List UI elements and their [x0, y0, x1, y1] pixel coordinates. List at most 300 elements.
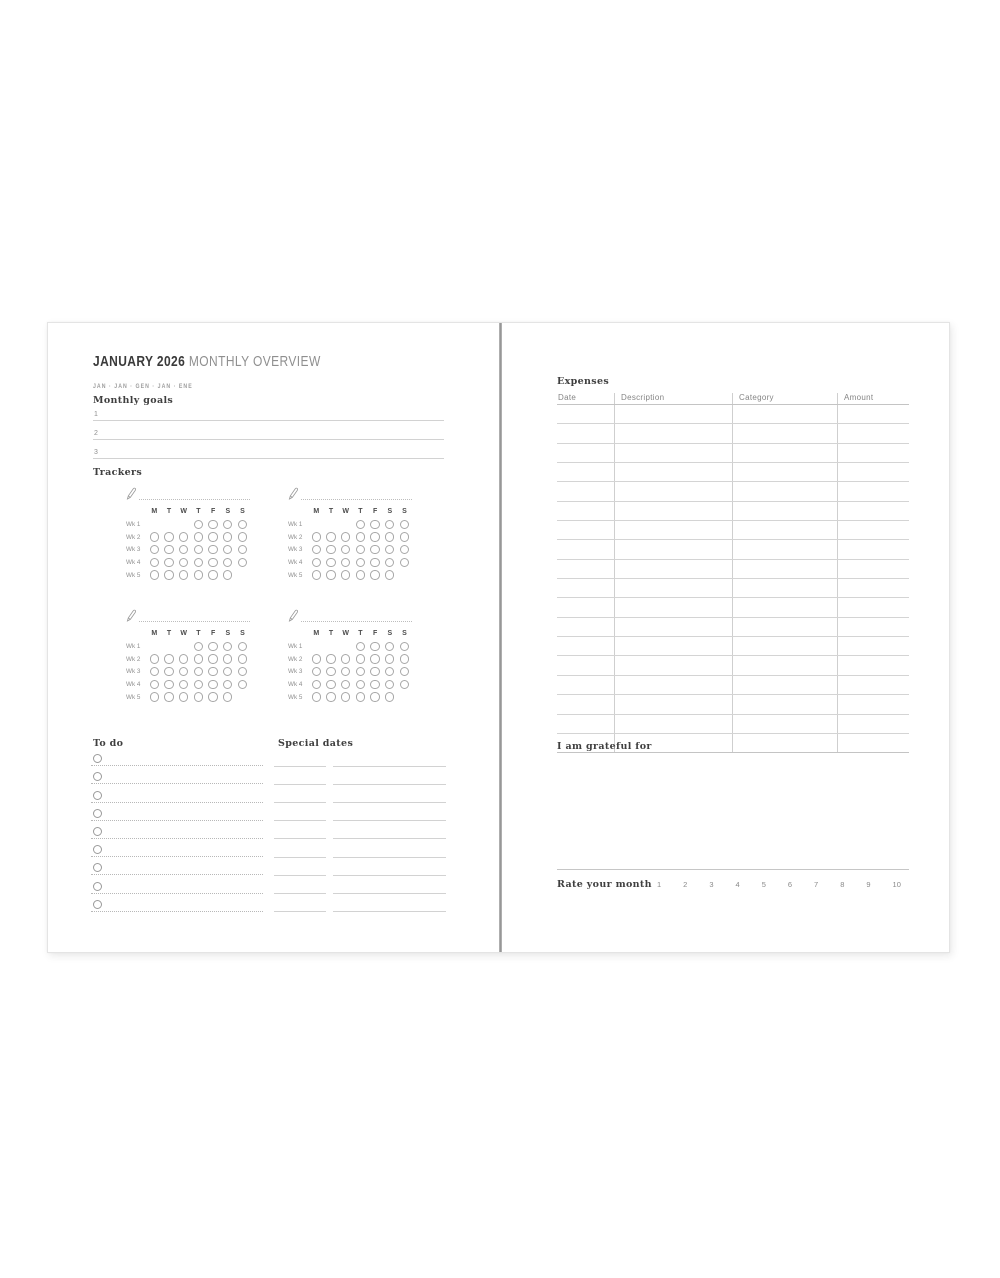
expense-cell — [837, 540, 909, 558]
tracker-circle — [385, 680, 394, 689]
tracker-cell — [176, 678, 191, 691]
monthly-goals-lines — [93, 402, 444, 459]
expense-row — [557, 695, 909, 714]
day-header: S — [402, 508, 407, 515]
expense-cell — [732, 695, 837, 713]
tracker-cell — [206, 665, 221, 678]
tracker-cell — [191, 678, 206, 691]
tracker-cell — [324, 640, 339, 653]
todo-label: To do — [93, 738, 124, 749]
goal-line — [93, 402, 444, 421]
expense-row — [557, 424, 909, 443]
week-label: Wk 2 — [288, 533, 303, 541]
tracker-circle — [208, 654, 217, 663]
expense-cell — [732, 405, 837, 423]
expense-cell — [837, 560, 909, 578]
expense-row — [557, 502, 909, 521]
tracker-circle — [150, 545, 159, 554]
tracker-circle — [238, 545, 247, 554]
expense-cell — [732, 734, 837, 752]
tracker-cell — [176, 531, 191, 544]
tracker-circle — [341, 570, 350, 579]
tracker-circle — [179, 667, 188, 676]
page-title — [93, 354, 321, 369]
tracker-cell — [147, 518, 162, 531]
tracker-circle — [326, 570, 335, 579]
tracker-cell — [382, 691, 397, 704]
tracker-cell — [309, 665, 324, 678]
tracker-circle — [238, 532, 247, 541]
tracker-name-row — [288, 485, 412, 500]
expense-cell — [557, 405, 614, 423]
expense-cell — [837, 695, 909, 713]
tracker-circle — [356, 680, 365, 689]
tracker-cell — [368, 640, 383, 653]
tracker-cell — [162, 569, 177, 582]
tracker-circle — [370, 558, 379, 567]
tracker-cell — [353, 691, 368, 704]
todo-checkbox — [93, 754, 102, 763]
expense-cell — [614, 424, 732, 442]
tracker-cell — [147, 691, 162, 704]
grid-corner — [126, 627, 147, 640]
day-header: W — [342, 630, 350, 637]
expense-cell — [557, 618, 614, 636]
tracker-cell — [338, 556, 353, 569]
day-header: M — [151, 508, 158, 515]
book-spine — [499, 323, 502, 952]
tracker-circle — [326, 654, 335, 663]
special-date-date-line — [274, 802, 326, 803]
tracker-cell — [147, 665, 162, 678]
special-date-date-line — [274, 838, 326, 839]
day-header: S — [387, 630, 393, 637]
day-header: S — [225, 508, 231, 515]
rate-your-month-label: Rate your month — [557, 879, 652, 890]
rating-number: 8 — [840, 880, 845, 889]
week-label: Wk 3 — [126, 546, 141, 554]
pencil-icon — [288, 487, 298, 500]
tracker-cell — [206, 531, 221, 544]
week-label: Wk 5 — [288, 693, 303, 701]
tracker-cell — [162, 518, 177, 531]
tracker-circle — [356, 667, 365, 676]
rate-your-month-section — [557, 869, 909, 890]
tracker-cell — [338, 569, 353, 582]
tracker-cell — [309, 678, 324, 691]
tracker-cell — [309, 640, 324, 653]
tracker-cell — [220, 665, 235, 678]
week-label: Wk 5 — [126, 571, 141, 579]
todo-checkbox — [93, 900, 102, 909]
tracker-cell — [147, 531, 162, 544]
tracker-cell — [309, 653, 324, 666]
special-date-row — [274, 839, 446, 857]
tracker-cell — [353, 678, 368, 691]
tracker-cell — [235, 653, 250, 666]
tracker-circle — [194, 642, 203, 651]
tracker-circle — [356, 545, 365, 554]
tracker-circle — [400, 545, 409, 554]
expense-table-header — [557, 391, 909, 405]
day-header: M — [313, 630, 320, 637]
tracker-cell — [220, 543, 235, 556]
tracker-cell — [382, 678, 397, 691]
tracker-circle — [370, 680, 379, 689]
special-date-date-line — [274, 911, 326, 912]
expense-cell — [614, 482, 732, 500]
tracker-cell — [235, 531, 250, 544]
tracker-circle — [194, 520, 203, 529]
special-date-row — [274, 767, 446, 785]
todo-line — [91, 784, 263, 802]
tracker-circle — [150, 532, 159, 541]
tracker-cell — [353, 531, 368, 544]
tracker-circle — [238, 520, 247, 529]
tracker-circle — [238, 558, 247, 567]
tracker-circle — [238, 642, 247, 651]
week-label: Wk 4 — [126, 680, 141, 688]
special-date-event-line — [333, 820, 446, 821]
expense-cell — [614, 695, 732, 713]
expense-cell — [732, 598, 837, 616]
todo-line — [91, 875, 263, 893]
goal-line-number: 1 — [94, 411, 98, 418]
expense-cell — [837, 444, 909, 462]
tracker-cell — [220, 678, 235, 691]
expense-cell — [837, 656, 909, 674]
tracker-cell — [147, 653, 162, 666]
expense-row — [557, 482, 909, 501]
tracker-cell — [338, 665, 353, 678]
expense-row — [557, 637, 909, 656]
tracker-circle — [179, 545, 188, 554]
tracker-cell — [206, 569, 221, 582]
expense-column-header: Date — [558, 393, 577, 402]
tracker-circle — [400, 680, 409, 689]
expense-cell — [614, 444, 732, 462]
rating-number: 10 — [892, 880, 901, 889]
pencil-icon — [126, 487, 136, 500]
left-page-header — [93, 353, 378, 393]
rating-number: 7 — [814, 880, 819, 889]
rating-scale — [657, 881, 909, 889]
tracker-cell — [397, 691, 412, 704]
tracker-cell — [220, 518, 235, 531]
goal-line — [93, 421, 444, 440]
tracker-circle — [223, 532, 232, 541]
tracker-circle — [341, 680, 350, 689]
tracker-circle — [194, 558, 203, 567]
tracker-circle — [164, 654, 173, 663]
expense-row — [557, 676, 909, 695]
expense-cell — [732, 637, 837, 655]
tracker-cell — [191, 531, 206, 544]
special-date-row — [274, 821, 446, 839]
tracker-circle — [312, 692, 321, 701]
expense-row — [557, 579, 909, 598]
expense-cell — [557, 695, 614, 713]
tracker-cell — [397, 569, 412, 582]
day-header: W — [180, 508, 188, 515]
tracker-circle — [179, 532, 188, 541]
tracker-circle — [238, 680, 247, 689]
tracker-circle — [164, 692, 173, 701]
tracker-cell — [206, 518, 221, 531]
expense-cell — [557, 579, 614, 597]
tracker-cell — [206, 653, 221, 666]
todo-line — [91, 894, 263, 912]
tracker-circle — [208, 558, 217, 567]
tracker-cell — [235, 569, 250, 582]
tracker-cell — [162, 640, 177, 653]
month-year-title: JANUARY 2026 — [93, 353, 186, 370]
tracker-cell — [191, 556, 206, 569]
tracker-name-row — [126, 485, 250, 500]
tracker-name-row — [288, 607, 412, 622]
tracker-cell — [324, 518, 339, 531]
tracker-circle — [208, 680, 217, 689]
tracker-cell — [176, 665, 191, 678]
habit-tracker — [126, 607, 250, 703]
tracker-circle — [164, 667, 173, 676]
tracker-circle — [223, 520, 232, 529]
tracker-grid — [126, 627, 250, 703]
special-date-row — [274, 858, 446, 876]
pencil-icon — [288, 609, 298, 622]
tracker-circle — [312, 667, 321, 676]
tracker-circle — [164, 532, 173, 541]
tracker-circle — [223, 545, 232, 554]
expense-cell — [837, 405, 909, 423]
tracker-circle — [370, 692, 379, 701]
grid-corner — [288, 505, 309, 518]
tracker-circle — [208, 692, 217, 701]
tracker-circle — [312, 558, 321, 567]
todo-line — [91, 857, 263, 875]
expense-cell — [837, 463, 909, 481]
expense-cell — [614, 560, 732, 578]
tracker-circle — [194, 532, 203, 541]
tracker-cell — [324, 531, 339, 544]
tracker-circle — [370, 667, 379, 676]
day-header: M — [313, 508, 320, 515]
tracker-cell — [397, 678, 412, 691]
expense-row — [557, 463, 909, 482]
day-header: F — [372, 630, 378, 637]
tracker-cell — [353, 640, 368, 653]
expense-row — [557, 715, 909, 734]
day-header: S — [387, 508, 393, 515]
tracker-cell — [309, 569, 324, 582]
tracker-circle — [194, 570, 203, 579]
tracker-cell — [368, 653, 383, 666]
tracker-cell — [191, 543, 206, 556]
tracker-cell — [324, 543, 339, 556]
expense-cell — [557, 444, 614, 462]
expense-cell — [557, 482, 614, 500]
rating-number: 9 — [866, 880, 871, 889]
expense-cell — [837, 579, 909, 597]
tracker-cell — [176, 691, 191, 704]
expense-cell — [557, 424, 614, 442]
special-date-row — [274, 894, 446, 912]
tracker-cell — [206, 556, 221, 569]
expense-cell — [732, 715, 837, 733]
expense-cell — [732, 579, 837, 597]
rating-number: 6 — [787, 880, 793, 889]
tracker-cell — [353, 569, 368, 582]
expense-cell — [732, 540, 837, 558]
tracker-cell — [382, 543, 397, 556]
habit-tracker — [288, 485, 412, 581]
tracker-cell — [191, 640, 206, 653]
tracker-cell — [309, 531, 324, 544]
tracker-circle — [385, 520, 394, 529]
tracker-cell — [338, 518, 353, 531]
week-label: Wk 3 — [126, 668, 141, 676]
tracker-circle — [326, 692, 335, 701]
special-date-row — [274, 876, 446, 894]
week-label: Wk 3 — [288, 668, 303, 676]
week-label: Wk 5 — [288, 571, 303, 579]
expense-cell — [557, 715, 614, 733]
tracker-cell — [309, 518, 324, 531]
special-date-date-line — [274, 875, 326, 876]
tracker-cell — [382, 531, 397, 544]
expense-cell — [557, 656, 614, 674]
tracker-cell — [162, 556, 177, 569]
expense-cell — [837, 676, 909, 694]
todo-checkbox — [93, 845, 102, 854]
expense-cell — [614, 521, 732, 539]
tracker-circle — [208, 532, 217, 541]
expense-cell — [614, 579, 732, 597]
tracker-cell — [162, 678, 177, 691]
tracker-cell — [324, 556, 339, 569]
tracker-cell — [382, 653, 397, 666]
day-header: F — [210, 630, 216, 637]
todo-checkbox — [93, 791, 102, 800]
week-label: Wk 3 — [288, 546, 303, 554]
tracker-circle — [370, 545, 379, 554]
tracker-circle — [179, 680, 188, 689]
tracker-circle — [150, 680, 159, 689]
day-header: W — [180, 630, 188, 637]
tracker-grid — [288, 505, 412, 581]
expense-cell — [557, 637, 614, 655]
week-label: Wk 4 — [288, 680, 303, 688]
todo-line — [91, 766, 263, 784]
day-header: T — [358, 508, 363, 515]
tracker-circle — [341, 692, 350, 701]
habit-tracker — [126, 485, 250, 581]
tracker-circle — [370, 654, 379, 663]
tracker-circle — [238, 667, 247, 676]
expense-column-header: Category — [732, 393, 837, 404]
tracker-cell — [220, 569, 235, 582]
expense-cell — [614, 656, 732, 674]
tracker-cell — [147, 569, 162, 582]
planner-spread — [47, 322, 950, 953]
tracker-cell — [324, 653, 339, 666]
tracker-cell — [220, 691, 235, 704]
tracker-name-row — [126, 607, 250, 622]
expense-cell — [614, 502, 732, 520]
expense-cell — [732, 521, 837, 539]
expense-cell — [614, 618, 732, 636]
expense-cell — [557, 560, 614, 578]
special-date-event-line — [333, 838, 446, 839]
special-date-row — [274, 803, 446, 821]
rating-number: 5 — [761, 880, 766, 889]
tracker-circle — [385, 570, 394, 579]
tracker-cell — [309, 556, 324, 569]
tracker-cell — [147, 640, 162, 653]
tracker-cell — [368, 691, 383, 704]
tracker-cell — [324, 678, 339, 691]
expense-row — [557, 444, 909, 463]
tracker-cell — [368, 518, 383, 531]
tracker-cell — [235, 640, 250, 653]
week-label: Wk 1 — [288, 642, 303, 650]
week-label: Wk 2 — [126, 655, 141, 663]
tracker-cell — [368, 569, 383, 582]
tracker-circle — [400, 520, 409, 529]
expense-cell — [837, 424, 909, 442]
special-date-event-line — [333, 784, 446, 785]
tracker-circle — [341, 545, 350, 554]
habit-tracker — [288, 607, 412, 703]
tracker-cell — [191, 518, 206, 531]
tracker-circle — [341, 532, 350, 541]
expense-cell — [557, 598, 614, 616]
tracker-cell — [176, 640, 191, 653]
todo-checkbox — [93, 882, 102, 891]
expense-cell — [837, 521, 909, 539]
tracker-circle — [326, 558, 335, 567]
tracker-cell — [353, 543, 368, 556]
tracker-cell — [191, 569, 206, 582]
tracker-circle — [356, 692, 365, 701]
expenses-table — [557, 391, 909, 753]
tracker-circle — [400, 532, 409, 541]
day-header: F — [210, 508, 216, 515]
expense-cell — [557, 676, 614, 694]
tracker-circle — [179, 570, 188, 579]
tracker-cell — [397, 665, 412, 678]
tracker-cell — [338, 640, 353, 653]
tracker-circle — [326, 680, 335, 689]
monthly-overview-title: MONTHLY OVERVIEW — [188, 353, 321, 370]
expense-row — [557, 598, 909, 617]
grid-corner — [288, 627, 309, 640]
tracker-circle — [194, 667, 203, 676]
tracker-cell — [368, 543, 383, 556]
todo-list — [91, 748, 263, 912]
tracker-cell — [397, 653, 412, 666]
expense-cell — [837, 637, 909, 655]
tracker-circle — [341, 667, 350, 676]
expense-column-header: Description — [614, 393, 732, 404]
tracker-cell — [220, 640, 235, 653]
tracker-cell — [206, 543, 221, 556]
special-date-event-line — [333, 857, 446, 858]
expense-cell — [837, 598, 909, 616]
tracker-circle — [356, 642, 365, 651]
week-label: Wk 2 — [126, 533, 141, 541]
week-label: Wk 2 — [288, 655, 303, 663]
